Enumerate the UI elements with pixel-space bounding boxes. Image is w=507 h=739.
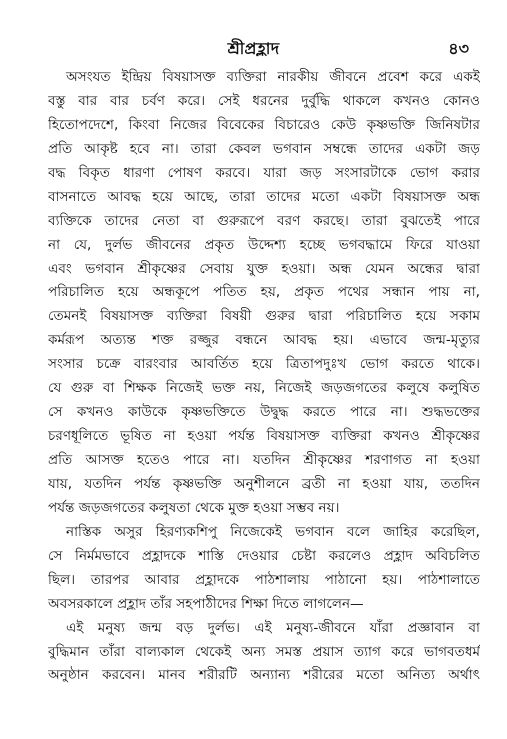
text-line: সে কখনও কাউকে কৃষ্ণভক্তিতে উদ্বুদ্ধ করতে পারে না। শুদ্ধভক্তের [48,404,480,421]
text-line: তেমনই বিষয়াসক্ত ব্যক্তিরা বিষয়ী গুরুর দ্বারা পরিচালিত হয়ে সকাম [48,308,480,325]
paragraph-2 [48,521,480,617]
text-line: অনুষ্ঠান করবেন। মানব শরীরটি অন্যান্য শরীরের মতো অনিত্য অর্থাৎ [48,667,480,684]
text-line: হিতোপদেশে, কিংবা নিজের বিবেকের বিচারেও কেউ কৃষ্ণভক্তি জিনিষটার [48,116,480,133]
paragraph-1 [48,66,480,521]
text-line: যে গুরু বা শিক্ষক নিজেই ভক্ত নয়, নিজেই জড়জগতের কলুষে কলুষিত [48,380,480,397]
text-line: চরণধূলিতে ভূষিত না হওয়া পর্যন্ত বিষয়াসক্ত ব্যক্তিরা কখনও শ্রীকৃষ্ণের [48,428,480,445]
page-number: ৪৩ [448,39,469,58]
body-text [48,66,480,688]
text-line: সে নির্মমভাবে প্রহ্লাদকে শাস্তি দেওয়ার চেষ্টা করলেও প্রহ্লাদ অবিচলিত [48,547,480,564]
text-line: প্রতি আসক্ত হতেও পারে না। যতদিন শ্রীকৃষ্ণের শরণাগত না হওয়া [48,452,480,468]
text-line: ছিল। তারপর আবার প্রহ্লাদকে পাঠশালায় পাঠানো হয়। পাঠশালাতে [48,571,480,588]
text-line: প্রতি আকৃষ্ট হবে না। তারা কেবল ভগবান সম্বন্ধে তাদের একটা জড় [48,140,480,157]
text-line: এই মনুষ্য জন্ম বড় দুর্লভ। এই মনুষ্য-জীবনে যাঁরা প্রজ্ঞাবান বা [66,619,480,636]
text-line: পরিচালিত হয়ে অন্ধকূপে পতিত হয়, প্রকৃত পথের সন্ধান পায় না, [48,284,480,301]
text-line: বদ্ধ বিকৃত ধারণা পোষণ করবে। যারা জড় সংসারটাকে ভোগ করার [48,164,480,181]
text-line: বস্তু বার বার চর্বণ করে। সেই ধরনের দুর্বুদ্ধি থাকলে কখনও কোনও [48,92,480,109]
text-line: ব্যক্তিকে তাদের নেতা বা গুরুরূপে বরণ করছে। তারা বুঝতেই পারে [48,212,480,229]
text-line: অবসরকালে প্রহ্লাদ তাঁর সহপাঠীদের শিক্ষা দিতে লাগলেন— [48,595,364,612]
text-line: বাসনাতে আবদ্ধ হয়ে আছে, তারা তাদের মতো একটা বিষয়াসক্ত অন্ধ [48,188,480,205]
text-line: কর্মরূপ অত্যন্ত শক্ত রজ্জুর বন্ধনে আবদ্ধ হয়। এভাবে জন্ম-মৃত্যুর [48,332,480,349]
running-title: শ্রীপ্রহ্লাদ [227,39,280,58]
text-line: যায়, যতদিন পর্যন্ত কৃষ্ণভক্তি অনুশীলনে ব্রতী না হওয়া যায়, ততদিন [48,475,480,492]
running-header [0,34,507,62]
text-line: নাস্তিক অসুর হিরণ্যকশিপু নিজেকেই ভগবান বলে জাহির করেছিল, [66,523,480,540]
text-line: অসংযত ইন্দ্রিয় বিষয়াসক্ত ব্যক্তিরা নারকীয় জীবনে প্রবেশ করে একই [66,69,480,85]
paragraph-3 [48,617,480,689]
text-line: পর্যন্ত জড়জগতের কলুষতা থেকে মুক্ত হওয়া সম্ভব নয়। [48,499,340,516]
text-line: বুদ্ধিমান তাঁরা বাল্যকাল থেকেই অন্য সমস্ত প্রয়াস ত্যাগ করে ভাগবতধর্ম [48,643,480,660]
text-line: না যে, দুর্লভ জীবনের প্রকৃত উদ্দেশ্য হচ্ছে ভগবদ্ধামে ফিরে যাওয়া [48,236,480,253]
text-line: এবং ভগবান শ্রীকৃষ্ণের সেবায় যুক্ত হওয়া। অন্ধ যেমন অন্ধের দ্বারা [48,260,480,277]
text-line: সংসার চক্রে বারংবার আবর্তিত হয়ে ত্রিতাপদুঃখ ভোগ করতে থাকে। [48,356,480,373]
